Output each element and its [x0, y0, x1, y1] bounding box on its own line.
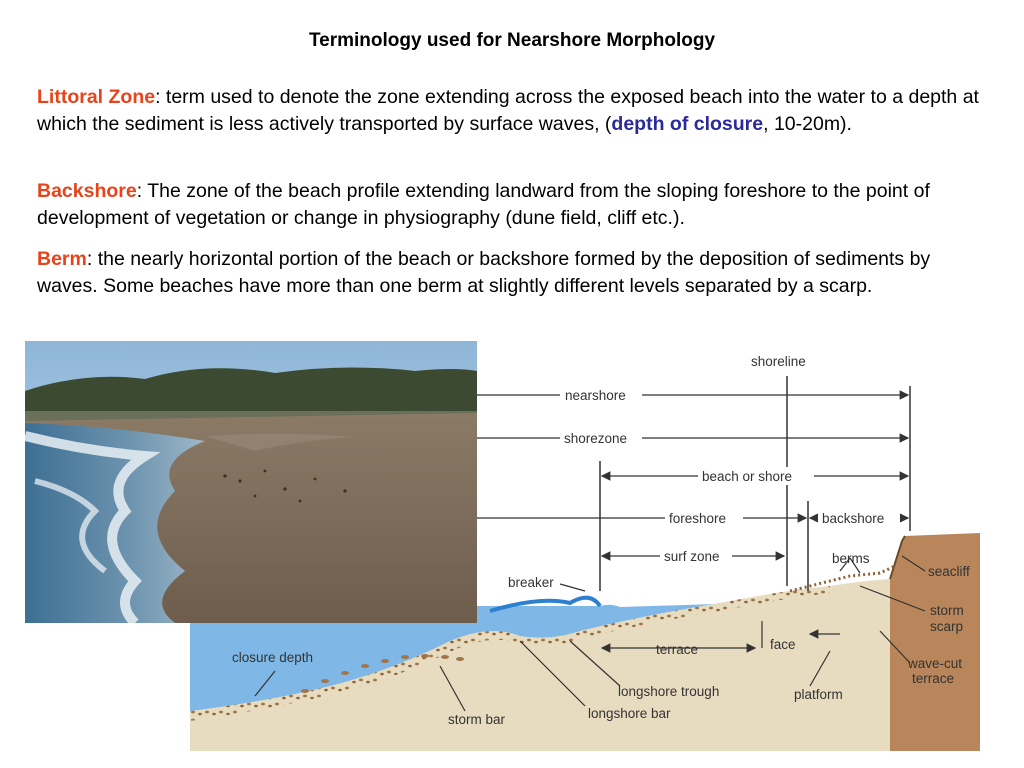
label-beach-or-shore: beach or shore: [702, 469, 793, 484]
label-berms: berms: [832, 551, 870, 566]
label-closure-depth: closure depth: [232, 650, 314, 665]
label-longshore-bar: longshore bar: [588, 706, 671, 721]
term-berm: Berm: [37, 248, 87, 270]
label-shorezone: shorezone: [564, 431, 628, 446]
label-wave-cut-terrace: terrace: [912, 671, 955, 686]
page-title: Terminology used for Nearshore Morphology: [308, 30, 716, 51]
label-terrace: terrace: [656, 642, 699, 657]
definition-text: , 10-20m).: [763, 113, 852, 135]
label-nearshore: nearshore: [565, 388, 626, 403]
label-wave-cut: wave-cut: [908, 656, 963, 671]
label-breaker: breaker: [508, 575, 554, 590]
definition-text: : the nearly horizontal portion of the beach or backshore formed by the deposition of sediments by waves. Some beaches have more than one berm at slightly different levels separated by a scarp.: [37, 248, 931, 297]
definition-backshore: [37, 178, 987, 232]
label-shoreline: shoreline: [751, 354, 806, 369]
label-platform: platform: [794, 687, 843, 702]
term-littoral-zone: Littoral Zone: [37, 86, 156, 108]
label-face: face: [770, 637, 796, 652]
label-foreshore: foreshore: [669, 511, 727, 526]
label-storm-bar: storm bar: [448, 712, 506, 727]
definition-berm: [37, 246, 987, 300]
term-depth-of-closure: depth of closure: [611, 113, 764, 135]
definition-text: : The zone of the beach profile extending landward from the sloping foreshore to the point of development of vegetation or change in physiography (dune field, cliff etc.).: [37, 180, 930, 229]
definition-littoral-zone: [37, 84, 987, 138]
definition-text: : term used to denote the zone extending across the exposed beach into the water to a depth at which the sediment is less actively transported by surface waves, (: [37, 86, 979, 135]
label-storm: storm: [930, 603, 964, 618]
label-seacliff: seacliff: [928, 564, 970, 579]
term-backshore: Backshore: [37, 180, 137, 202]
label-longshore-trough: longshore trough: [618, 684, 720, 699]
label-scarp: scarp: [930, 619, 964, 634]
label-backshore: backshore: [822, 511, 885, 526]
beach-photo: [25, 341, 477, 623]
label-surf-zone: surf zone: [664, 549, 720, 564]
